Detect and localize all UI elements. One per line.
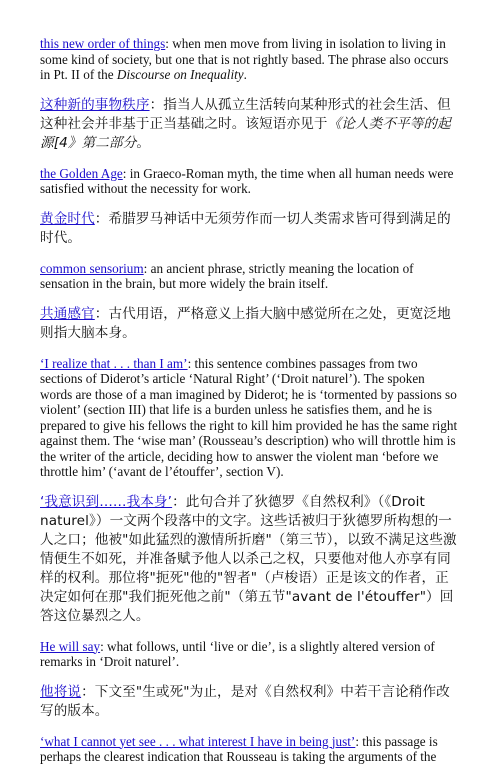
definition-text: : this sentence combines passages from two sections of Diderot’s article ‘Natural Right’ (‘Droit naturel’). The spoken words are those of a man imagined by Diderot; he is ‘tormented by passions so violent’ (section III) that life is a burden unless he satisfies them, and he is prepared to give his fellows the right to kill him provided he has the same right against them. The ‘wise man’ (Rousseau’s description) who will throttle him is the writer of the article, deciding how to answer the violent man ‘before we throttle him’ (‘avant de l’étouffer’, section V). [40,355,458,479]
glossary-term-link[interactable]: ‘我意识到……我本身’ [40,493,173,510]
glossary-entry-en [40,734,460,765]
definition-text: ：希腊罗马神话中无须劳作而一切人类需求皆可得到满足的时代。 [40,210,451,246]
glossary-entry-en [40,261,460,292]
glossary-entry-zh [40,305,460,343]
definition-text: 。 [136,134,151,151]
definition-text: . [243,67,247,82]
definition-text: : what follows, until ‘live or die’, is a slightly altered version of remarks in ‘Droit naturel’. [40,638,435,669]
glossary-entry-en [40,356,460,480]
definition-text: : when men move from living in isolation to living in some kind of society, but one that is not rightly based. The phrase also occurs in Pt. II of the [40,36,449,82]
glossary-term-link[interactable]: 共通感官 [40,305,95,322]
definition-text: ：下文至"生或死"为止，是对《自然权利》中若干言论稍作改写的版本。 [40,683,450,719]
definition-text: : an ancient phrase, strictly meaning the location of sensation in the brain, but more widely the brain itself. [40,260,414,291]
glossary-term-link[interactable]: the Golden Age [40,165,123,181]
definition-text: ：指当人从孤立生活转向某种形式的社会生活、但这种社会并非基于正当基础之时。该短语亦见于 [40,96,451,132]
glossary-term-link[interactable]: 他将说 [40,683,82,700]
glossary-entry-en [40,639,460,670]
glossary-entry-en [40,36,460,83]
glossary-term-link[interactable]: common sensorium [40,260,144,276]
definition-text: ：古代用语，严格意义上指大脑中感觉所在之处，更宽泛地则指大脑本身。 [40,305,451,341]
definition-text: : in Graeco-Roman myth, the time when all human needs were satisfied without the necessity for work. [40,165,454,196]
glossary-entry-zh [40,493,460,626]
glossary-entry-en [40,166,460,197]
glossary-entry-zh [40,210,460,248]
glossary-term-link[interactable]: 黄金时代 [40,210,95,227]
glossary-entry-zh [40,96,460,153]
definition-text: ：此句合并了狄德罗《自然权利》（《Droit naturel》）一文两个段落中的文字。这些话被归于狄德罗所构想的一人之口；他被"如此猛烈的激情所折磨"（第三节），以致不满足这些激情便生不如死，并准备赋予他人以杀己之权，只要他对他人亦享有同样的权利。那位将"扼死"他的"智者"（卢梭语）正是该文的作者，正决定如何在那"我们扼死他之前"（第五节"avant de l'étouffer"）回答这位暴烈之人。 [40,493,457,624]
glossary-term-link[interactable]: ‘I realize that . . . than I am’ [40,355,188,371]
book-title: 《论人类不平等的起源[4》第二部分 [40,115,451,151]
glossary-entry-zh [40,683,460,721]
glossary-term-link[interactable]: ‘what I cannot yet see . . . what interest I have in being just’ [40,733,356,749]
glossary-term-link[interactable]: 这种新的事物秩序 [40,96,150,113]
glossary-term-link[interactable]: this new order of things [40,36,166,51]
book-title: Discourse on Inequality [116,67,244,82]
definition-text: : this passage is perhaps the clearest indication that Rousseau is taking the arguments of the [40,733,438,764]
glossary-term-link[interactable]: He will say [40,638,101,654]
